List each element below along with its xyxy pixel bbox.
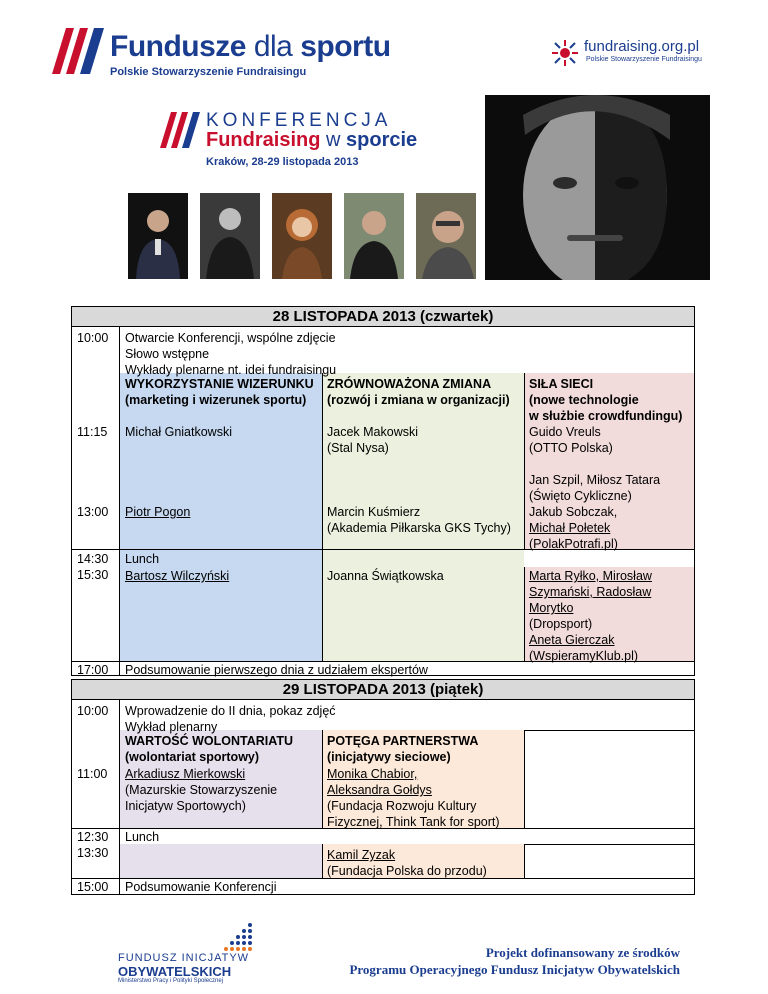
track-subtitle: (wolontariat sportowy) bbox=[125, 750, 260, 764]
session-text: Wykłady plenarne nt. idei fundraisingu bbox=[125, 363, 337, 377]
speaker-name: Marta Ryłko, Mirosław bbox=[529, 569, 652, 583]
speaker-name: Szymański, Radosław bbox=[529, 585, 652, 599]
footer-note bbox=[280, 944, 680, 978]
track-subtitle: (nowe technologie bbox=[529, 393, 639, 407]
track-title: WYKORZYSTANIE WIZERUNKU bbox=[125, 377, 314, 391]
speaker-name: Guido Vreuls bbox=[529, 425, 601, 439]
day2-title: 29 LISTOPADA 2013 (piątek) bbox=[71, 679, 695, 700]
stripes-logo-icon bbox=[160, 112, 200, 148]
speaker-org: (Akademia Piłkarska GKS Tychy) bbox=[327, 521, 511, 535]
speaker-photo bbox=[128, 193, 188, 279]
speaker-name: Marcin Kuśmierz bbox=[327, 505, 421, 519]
speaker-photo bbox=[416, 193, 476, 279]
time-label: 11:15 bbox=[77, 425, 108, 439]
track-title: WARTOŚĆ WOLONTARIATU bbox=[125, 734, 294, 748]
speaker-name: Joanna Świątkowska bbox=[327, 569, 444, 583]
conference-logo bbox=[160, 110, 460, 170]
speaker-org: (Fundacja Rozwoju Kultury bbox=[327, 799, 477, 813]
track-subtitle: w służbie crowdfundingu) bbox=[529, 409, 683, 423]
track1-cell bbox=[120, 844, 322, 878]
fundraising-org-logo bbox=[550, 38, 710, 68]
time-label: 11:00 bbox=[77, 767, 108, 781]
sun-logo-icon bbox=[550, 38, 580, 68]
speaker-name: Michał Gniatkowski bbox=[125, 425, 232, 439]
time-label: 15:30 bbox=[77, 568, 109, 582]
fio-logo-line2: OBYWATELSKICH bbox=[118, 964, 232, 979]
speaker-name: Jacek Makowski bbox=[327, 425, 418, 439]
speaker-photo bbox=[272, 193, 332, 279]
speaker-name: Piotr Pogon bbox=[125, 505, 191, 519]
lunch-label: Lunch bbox=[125, 552, 160, 566]
dots-logo-icon bbox=[210, 922, 254, 952]
track-title: ZRÓWNOWAŻONA ZMIANA bbox=[327, 377, 492, 391]
time-label: 10:00 bbox=[77, 704, 109, 718]
logo-title: Fundusze dla sportu bbox=[110, 30, 391, 63]
time-label: 15:00 bbox=[77, 880, 109, 894]
speaker-org: (Mazurskie Stowarzyszenie bbox=[125, 783, 278, 797]
fundusze-dla-sportu-logo bbox=[52, 28, 432, 80]
speaker-org: (Święto Cykliczne) bbox=[529, 489, 632, 503]
session-text: Podsumowanie pierwszego dnia z udziałem ekspertów bbox=[125, 663, 428, 677]
speaker-name: Bartosz Wilczyński bbox=[125, 569, 230, 583]
footer-line: Projekt dofinansowany ze środków bbox=[485, 945, 680, 960]
track-subtitle: (rozwój i zmiana w organizacji) bbox=[327, 393, 510, 407]
speaker-name: Aneta Gierczak bbox=[529, 633, 615, 647]
session-text: Wykład plenarny bbox=[125, 720, 218, 734]
conference-label: KONFERENCJA bbox=[206, 110, 392, 131]
speaker-name: Monika Chabior, bbox=[327, 767, 418, 781]
day1-schedule-table bbox=[71, 326, 695, 676]
fio-logo-line1: FUNDUSZ INICJATYW bbox=[118, 952, 250, 964]
fundraising-org-name: fundraising.org.pl bbox=[584, 38, 700, 55]
speaker-name: Michał Połetek bbox=[529, 521, 611, 535]
time-label: 13:00 bbox=[77, 505, 109, 519]
day1-title: 28 LISTOPADA 2013 (czwartek) bbox=[71, 306, 695, 327]
speaker-org: (Stal Nysa) bbox=[327, 441, 389, 455]
speaker-name: Arkadiusz Mierkowski bbox=[125, 767, 246, 781]
session-text: Podsumowanie Konferencji bbox=[125, 880, 277, 894]
time-label: 13:30 bbox=[77, 846, 109, 860]
speaker-org: (PolakPotrafi.pl) bbox=[529, 537, 618, 551]
time-label: 17:00 bbox=[77, 663, 109, 677]
conference-title: Fundraising w sporcie bbox=[206, 129, 418, 151]
fio-logo-line3: Ministerstwo Pracy i Polityki Społecznej bbox=[118, 978, 224, 984]
conference-date: Kraków, 28-29 listopada 2013 bbox=[206, 156, 359, 168]
fundraising-org-subtitle: Polskie Stowarzyszenie Fundraisingu bbox=[586, 56, 702, 63]
time-label: 14:30 bbox=[77, 552, 109, 566]
speaker-org: Inicjatyw Sportowych) bbox=[125, 799, 246, 813]
session-text: Otwarcie Konferencji, wspólne zdjęcie bbox=[125, 331, 336, 345]
speaker-org: (Dropsport) bbox=[529, 617, 593, 631]
speaker-name: Aleksandra Gołdys bbox=[327, 783, 432, 797]
speaker-org: Fizycznej, Think Tank for sport) bbox=[327, 815, 500, 829]
speaker-photo bbox=[344, 193, 404, 279]
track-title: SIŁA SIECI bbox=[529, 377, 594, 391]
track-subtitle: (marketing i wizerunek sportu) bbox=[125, 393, 307, 407]
speaker-name: Kamil Zyzak bbox=[327, 848, 396, 862]
logo-subtitle: Polskie Stowarzyszenie Fundraisingu bbox=[110, 66, 307, 78]
speaker-org: (WspieramyKlub.pl) bbox=[529, 649, 639, 663]
speaker-name: Morytko bbox=[529, 601, 574, 615]
footer-line: Programu Operacyjnego Fundusz Inicjatyw Obywatelskich bbox=[349, 962, 680, 977]
speaker-name: Jakub Sobczak, bbox=[529, 505, 618, 519]
session-text: Wprowadzenie do II dnia, pokaz zdjęć bbox=[125, 704, 336, 718]
time-label: 10:00 bbox=[77, 331, 109, 345]
lunch-label: Lunch bbox=[125, 830, 160, 844]
stripes-logo-icon bbox=[52, 28, 104, 74]
day2-schedule-table bbox=[71, 699, 695, 895]
speaker-org: (Fundacja Polska do przodu) bbox=[327, 864, 487, 878]
speaker-name: Jan Szpil, Miłosz Tatara bbox=[529, 473, 661, 487]
speaker-photo bbox=[200, 193, 260, 279]
session-text: Słowo wstępne bbox=[125, 347, 210, 361]
speaker-org: (OTTO Polska) bbox=[529, 441, 613, 455]
speaker-portrait-photo bbox=[485, 95, 710, 280]
fio-logo bbox=[118, 922, 258, 984]
track-title: POTĘGA PARTNERSTWA bbox=[327, 734, 479, 748]
track-subtitle: (inicjatywy sieciowe) bbox=[327, 750, 451, 764]
time-label: 12:30 bbox=[77, 830, 109, 844]
